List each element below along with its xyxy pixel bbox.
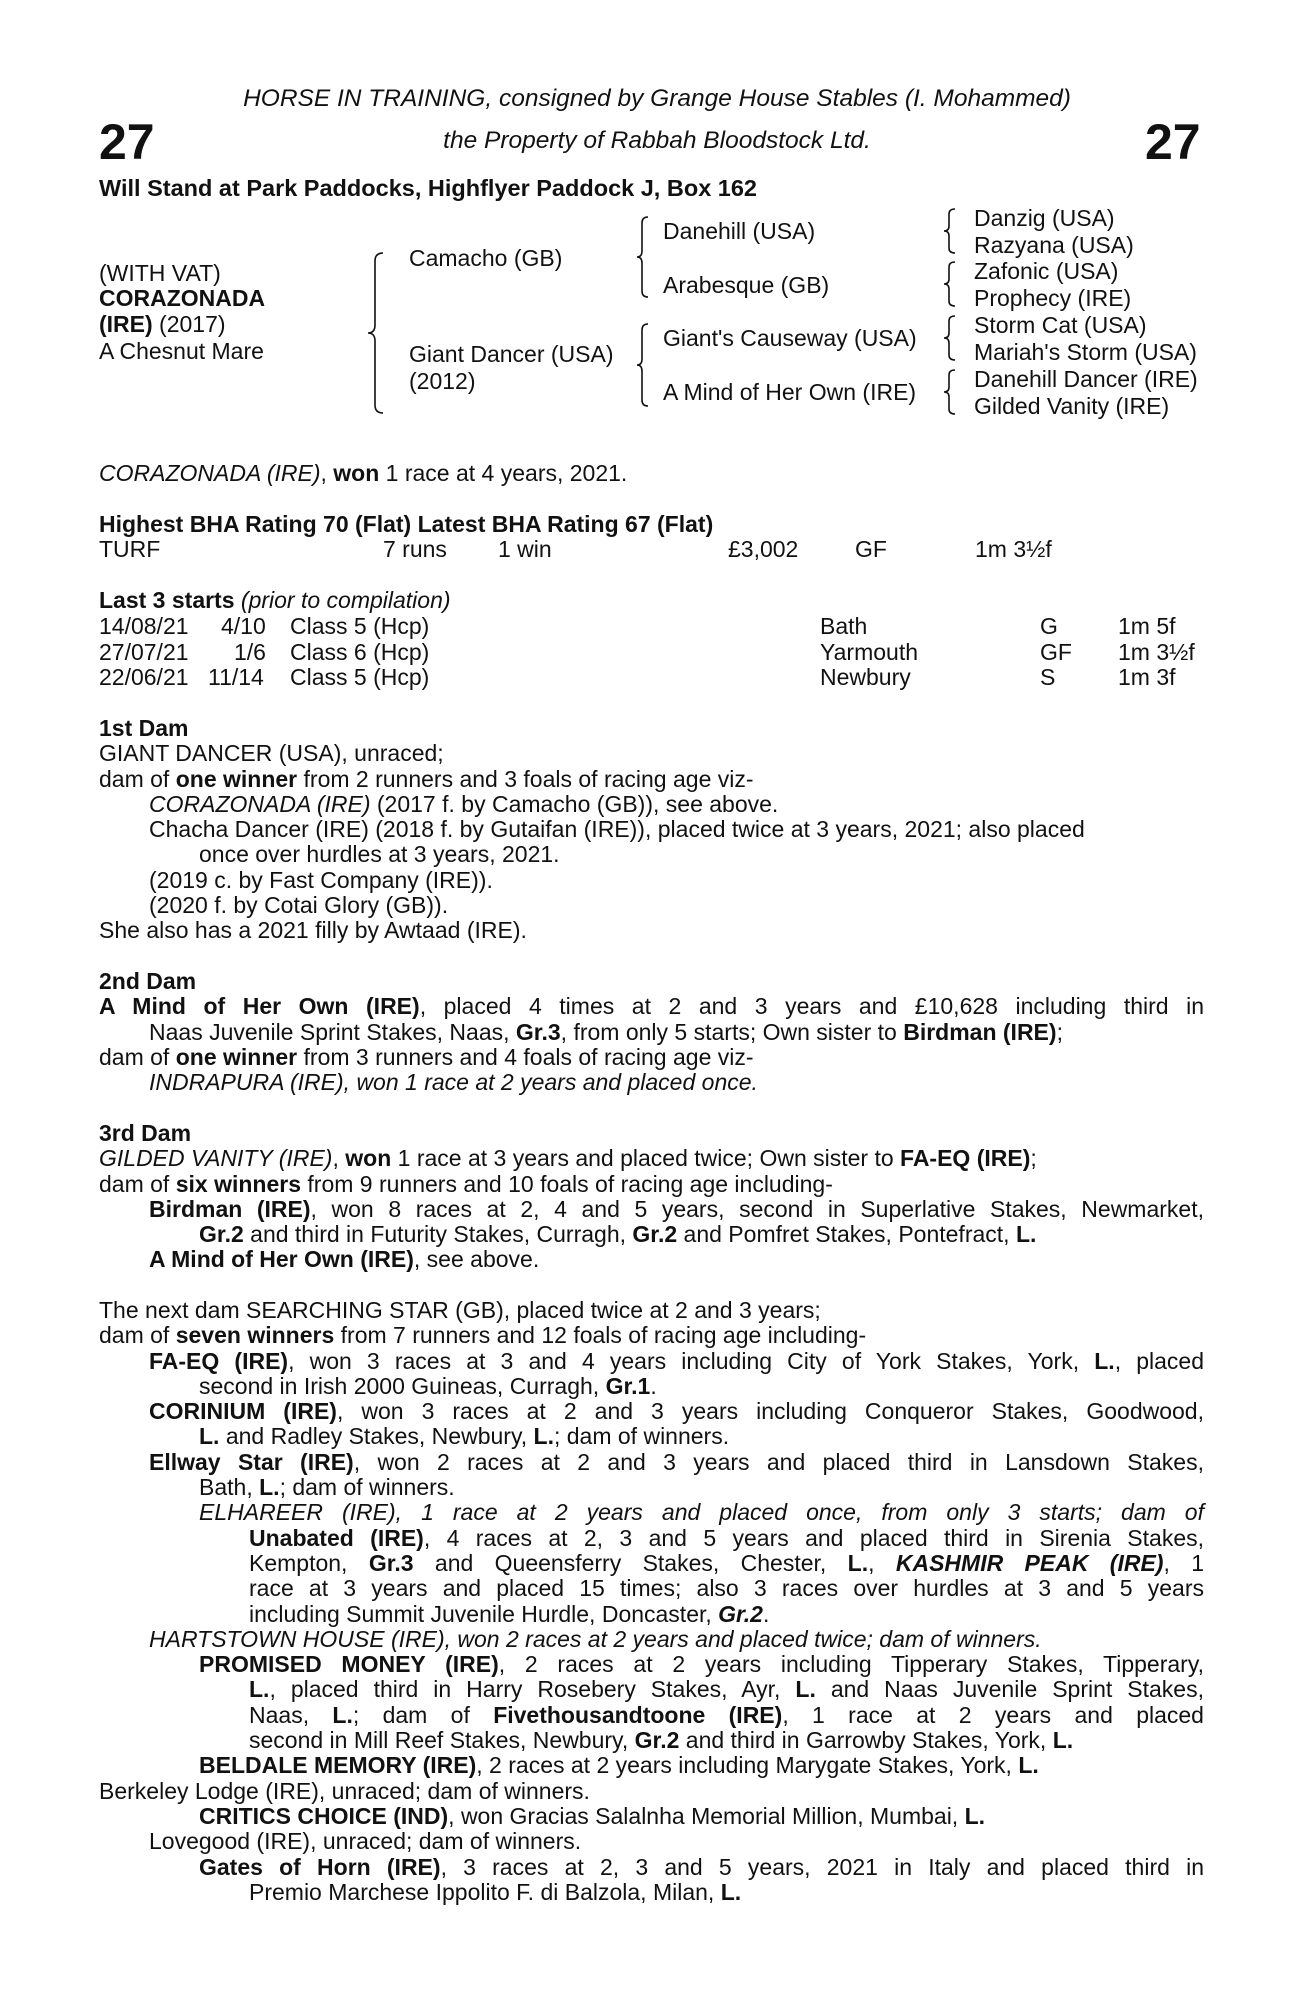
lot-number-right: 27 [1145, 114, 1201, 170]
text-line: dam of one winner from 3 runners and 4 foals of racing age viz- [99, 1043, 754, 1070]
dam-dam: A Mind of Her Own (IRE) [663, 379, 917, 405]
first-dam-section [99, 716, 1204, 944]
produce-line: CORAZONADA (IRE) (2017 f. by Camacho (GB)), see above. [149, 790, 779, 817]
start-going: GF [1040, 639, 1072, 665]
produce-line: BELDALE MEMORY (IRE), 2 races at 2 years including Marygate Stakes, York, L. [199, 1752, 1039, 1779]
produce-line: once over hurdles at 3 years, 2021. [199, 841, 560, 868]
produce-line: Berkeley Lodge (IRE), unraced; dam of winners. [99, 1777, 590, 1804]
produce-line: Premio Marchese Ippolito F. di Balzola, Milan, L. [249, 1878, 742, 1905]
produce-line: (2020 f. by Cotai Glory (GB)). [149, 892, 449, 919]
produce-line: CRITICS CHOICE (IND), won Gracias Salalnha Memorial Million, Mumbai, L. [199, 1802, 986, 1829]
sire-dam-brace [373, 253, 393, 413]
start-distance: 1m 5f [1118, 613, 1176, 639]
text-line: She also has a 2021 filly by Awtaad (IRE). [99, 917, 527, 944]
produce-line: Gr.2 and third in Futurity Stakes, Curragh, Gr.2 and Pomfret Stakes, Pontefract, L. [199, 1221, 1037, 1248]
turf-earnings: £3,002 [728, 536, 799, 562]
start-date: 22/06/21 [99, 664, 189, 690]
produce-line: Lovegood (IRE), unraced; dam of winners. [149, 1828, 582, 1855]
property-line: the Property of Rabbah Bloodstock Ltd. [443, 127, 871, 154]
dam-sire: Giant's Causeway (USA) [663, 325, 917, 351]
text-line: Naas Juvenile Sprint Stakes, Naas, Gr.3, from only 5 starts; Own sister to Birdman (IRE); [149, 1018, 1063, 1045]
dam-year: (2012) [409, 368, 476, 394]
sire-sire: Danehill (USA) [663, 218, 816, 244]
produce-line: A Mind of Her Own (IRE), see above. [149, 1246, 540, 1273]
produce-line: FA-EQ (IRE), won 3 races at 3 and 4 years including City of York Stakes, York, L., placed [149, 1347, 1204, 1374]
produce-line: PROMISED MONEY (IRE), 2 races at 2 years including Tipperary Stakes, Tipperary, [199, 1651, 1205, 1678]
dam: Giant Dancer (USA) [409, 341, 614, 367]
produce-line: INDRAPURA (IRE), won 1 race at 2 years and placed once. [149, 1069, 758, 1096]
text-line: GILDED VANITY (IRE), won 1 race at 3 years and placed twice; Own sister to FA-EQ (IRE); [99, 1145, 1037, 1172]
produce-line: Ellway Star (IRE), won 2 races at 2 and 3 years and placed third in Lansdown Stakes, [149, 1448, 1204, 1475]
start-class: Class 5 (Hcp) [290, 613, 430, 639]
produce-line: Naas, L.; dam of Fivethousandtoone (IRE), 1 race at 2 years and placed [249, 1701, 1204, 1728]
start-class: Class 6 (Hcp) [290, 639, 430, 665]
horse-country-year: (IRE) (2017) [99, 311, 226, 337]
start-course: Newbury [820, 664, 911, 690]
start-distance: 1m 3½f [1118, 639, 1195, 665]
start-position: 1/6 [234, 639, 266, 665]
start-course: Yarmouth [820, 639, 919, 665]
horse-description: A Chesnut Mare [99, 338, 264, 364]
race-summary: CORAZONADA (IRE), won 1 race at 4 years, 2021. [99, 460, 628, 486]
produce-line: ELHAREER (IRE), 1 race at 2 years and placed once, from only 3 starts; dam of [199, 1499, 1204, 1526]
vat-note: (WITH VAT) [99, 260, 221, 286]
produce-line: Chacha Dancer (IRE) (2018 f. by Gutaifan (IRE)), placed twice at 3 years, 2021; also placed [149, 816, 1085, 843]
g-prophecy: Prophecy (IRE) [974, 285, 1132, 311]
g-storm-cat: Storm Cat (USA) [974, 312, 1147, 338]
first-dam-heading: 1st Dam [99, 715, 189, 741]
text-line: GIANT DANCER (USA), unraced; [99, 740, 444, 767]
start-date: 14/08/21 [99, 613, 189, 639]
produce-line: L., placed third in Harry Rosebery Stakes, Ayr, L. and Naas Juvenile Sprint Stakes, [249, 1676, 1204, 1703]
third-dam-section [99, 1121, 1204, 1273]
g-zafonic: Zafonic (USA) [974, 258, 1119, 284]
g-brace-2 [947, 262, 959, 306]
produce-line: L. and Radley Stakes, Newbury, L.; dam of winners. [199, 1423, 730, 1450]
start-date: 27/07/21 [99, 639, 189, 665]
turf-distance: 1m 3½f [975, 536, 1052, 562]
location-line: Will Stand at Park Paddocks, Highflyer Paddock J, Box 162 [99, 175, 757, 201]
start-course: Bath [820, 613, 868, 639]
start-distance: 1m 3f [1118, 664, 1176, 690]
g-brace-4 [947, 370, 959, 414]
second-dam-heading: 2nd Dam [99, 968, 197, 994]
start-position: 11/14 [208, 664, 264, 690]
g-brace-1 [947, 209, 959, 253]
sire-brace [640, 217, 654, 297]
g-gilded-vanity: Gilded Vanity (IRE) [974, 393, 1170, 419]
turf-surface: TURF [99, 536, 161, 562]
text-line: The next dam SEARCHING STAR (GB), placed twice at 2 and 3 years; [99, 1297, 821, 1323]
produce-line: second in Irish 2000 Guineas, Curragh, Gr.1. [199, 1372, 657, 1399]
start-going: S [1040, 664, 1056, 690]
start-class: Class 5 (Hcp) [290, 664, 430, 690]
start-position: 4/10 [221, 613, 266, 639]
next-dam-section [99, 1298, 1204, 1905]
text-line: dam of six winners from 9 runners and 10 foals of racing age including- [99, 1170, 833, 1197]
produce-line: including Summit Juvenile Hurdle, Doncaster, Gr.2. [249, 1600, 770, 1627]
horse-name: CORAZONADA [99, 285, 266, 311]
last-starts-heading: Last 3 starts (prior to compilation) [99, 587, 451, 613]
start-going: G [1040, 613, 1058, 639]
turf-runs: 7 runs [383, 536, 447, 562]
produce-line: Gates of Horn (IRE), 3 races at 2, 3 and 5 years, 2021 in Italy and placed third in [199, 1853, 1204, 1880]
dam-brace [640, 324, 654, 406]
produce-line: HARTSTOWN HOUSE (IRE), won 2 races at 2 years and placed twice; dam of winners. [149, 1625, 1042, 1652]
turf-wins: 1 win [498, 536, 552, 562]
sire-dam: Arabesque (GB) [663, 272, 830, 298]
g-danehill-dancer: Danehill Dancer (IRE) [974, 366, 1198, 392]
g-razyana: Razyana (USA) [974, 232, 1134, 258]
third-dam-heading: 3rd Dam [99, 1120, 192, 1146]
g-brace-3 [947, 316, 959, 360]
g-danzig: Danzig (USA) [974, 205, 1115, 231]
produce-line: second in Mill Reef Stakes, Newbury, Gr.2 and third in Garrowby Stakes, York, L. [249, 1727, 1074, 1754]
second-dam-section [99, 969, 1204, 1095]
produce-line: Bath, L.; dam of winners. [199, 1474, 455, 1501]
produce-line: Unabated (IRE), 4 races at 2, 3 and 5 years and placed third in Sirenia Stakes, [249, 1524, 1205, 1551]
lot-number-left: 27 [99, 114, 155, 170]
turf-going: GF [855, 536, 887, 562]
sire: Camacho (GB) [409, 245, 563, 271]
produce-line: (2019 c. by Fast Company (IRE)). [149, 866, 493, 893]
produce-line: Kempton, Gr.3 and Queensferry Stakes, Chester, L., KASHMIR PEAK (IRE), 1 [249, 1549, 1205, 1576]
g-mariahs-storm: Mariah's Storm (USA) [974, 339, 1197, 365]
text-line: dam of seven winners from 7 runners and 12 foals of racing age including- [99, 1322, 867, 1349]
produce-line: CORINIUM (IRE), won 3 races at 2 and 3 years including Conqueror Stakes, Goodwood, [149, 1398, 1204, 1425]
consignor-line: HORSE IN TRAINING, consigned by Grange House Stables (I. Mohammed) [243, 85, 1071, 112]
bha-rating: Highest BHA Rating 70 (Flat) Latest BHA Rating 67 (Flat) [99, 511, 714, 537]
produce-line: race at 3 years and placed 15 times; also 3 races over hurdles at 3 and 5 years [249, 1575, 1204, 1602]
text-line: A Mind of Her Own (IRE), placed 4 times at 2 and 3 years and £10,628 including third in [99, 993, 1205, 1020]
produce-line: Birdman (IRE), won 8 races at 2, 4 and 5 years, second in Superlative Stakes, Newmarket, [149, 1195, 1204, 1222]
text-line: dam of one winner from 2 runners and 3 foals of racing age viz- [99, 765, 754, 792]
